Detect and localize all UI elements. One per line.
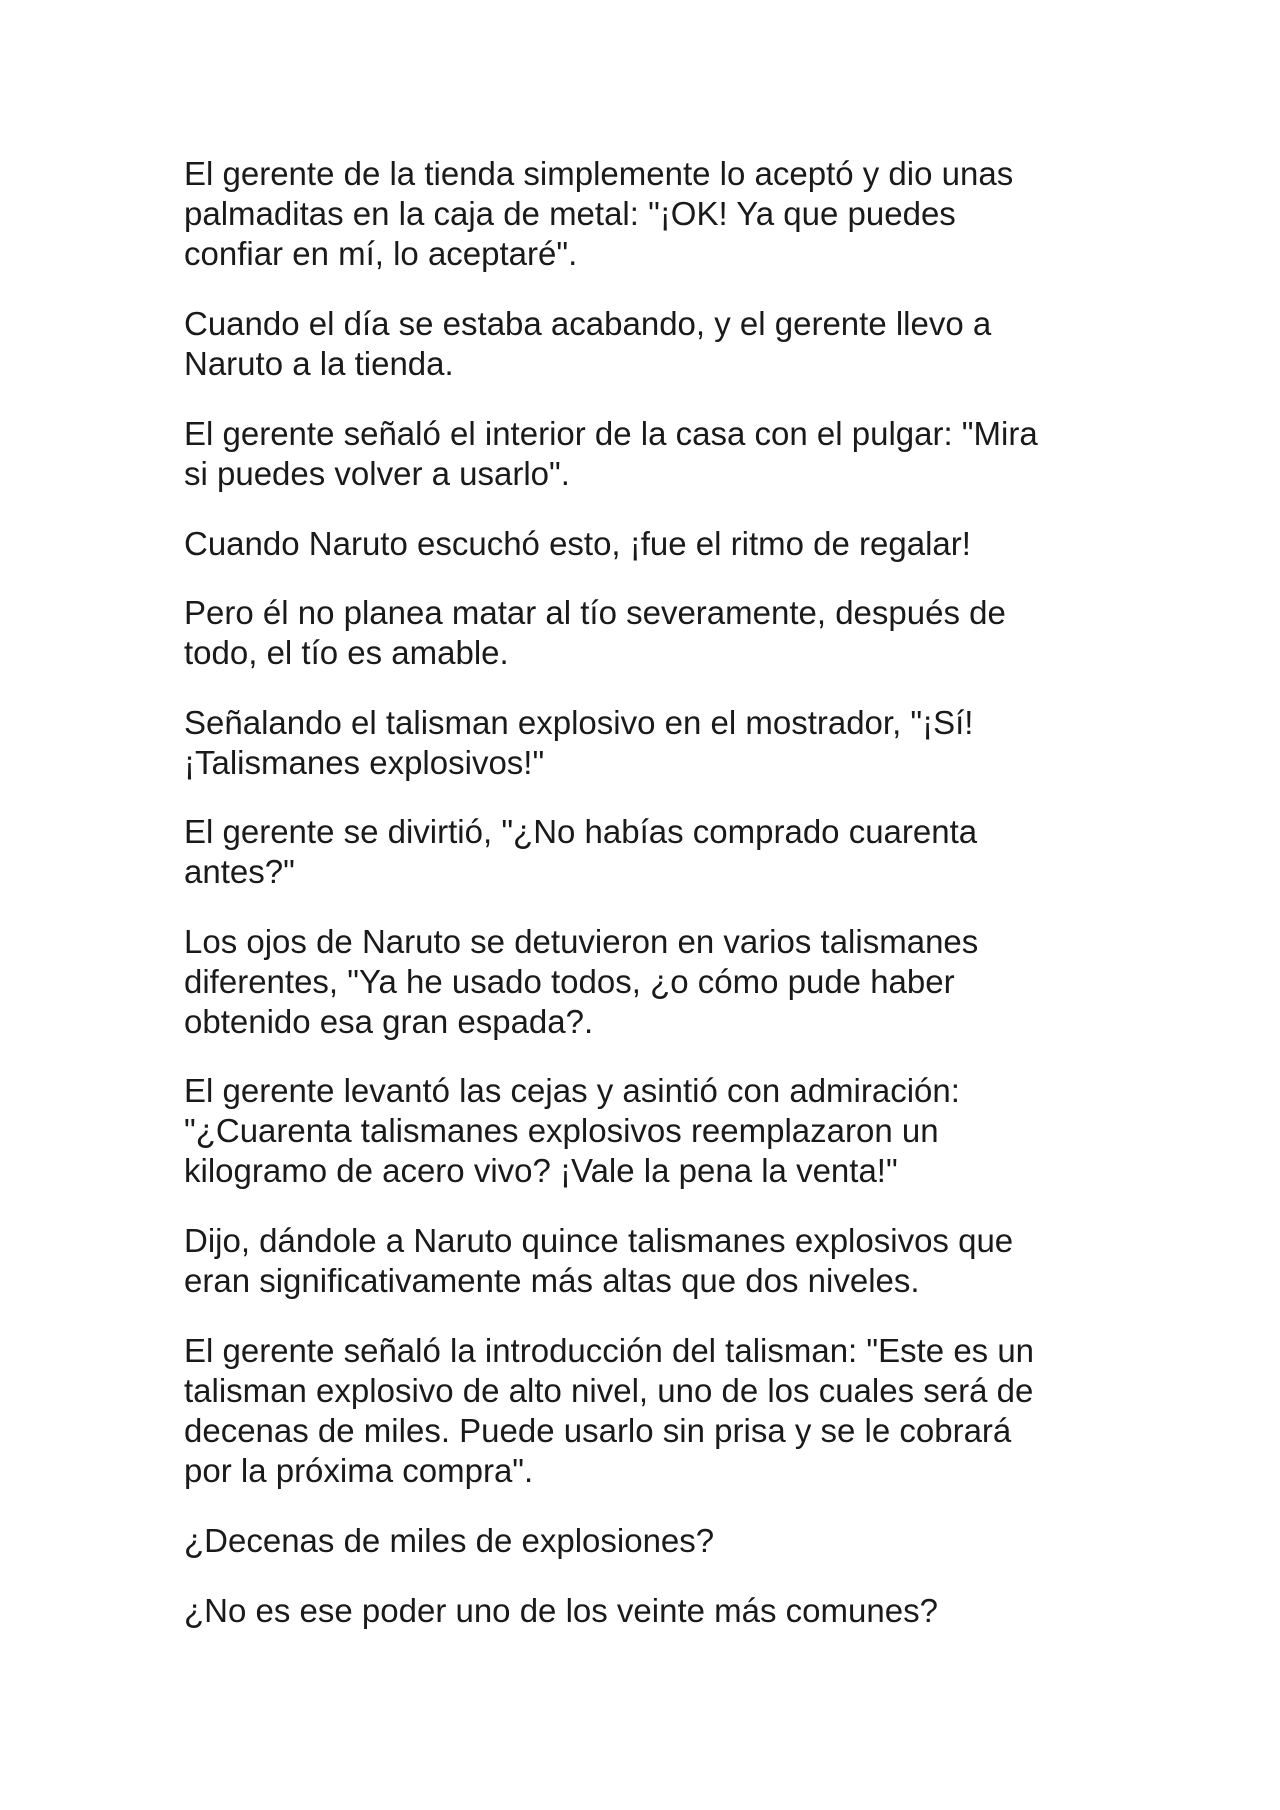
paragraph: El gerente levantó las cejas y asintió con admiración: "¿Cuarenta talismanes explosivos reemplazaron un kilogramo de acero vivo? ¡Vale la pena la venta!" [184, 1072, 960, 1189]
paragraph: Dijo, dándole a Naruto quince talismanes explosivos que eran significativamente más altas que dos niveles. [184, 1222, 1014, 1299]
paragraph: Cuando el día se estaba acabando, y el gerente llevo a Naruto a la tienda. [184, 305, 992, 382]
paragraph: Cuando Naruto escuchó esto, ¡fue el ritmo de regalar! [184, 525, 971, 562]
paragraph: Señalando el talisman explosivo en el mostrador, "¡Sí! ¡Talismanes explosivos!" [184, 704, 974, 781]
paragraph: ¿No es ese poder uno de los veinte más comunes? [184, 1592, 938, 1629]
text-body [184, 154, 1104, 1631]
paragraph: Pero él no planea matar al tío severamente, después de todo, el tío es amable. [184, 594, 1006, 671]
paragraph: El gerente señaló la introducción del talisman: "Este es un talisman explosivo de alto nivel, uno de los cuales será de decenas de miles. Puede usarlo sin prisa y se le cobrará por la próxima compra". [184, 1332, 1035, 1489]
paragraph: Los ojos de Naruto se detuvieron en varios talismanes diferentes, "Ya he usado todos, ¿o cómo pude haber obtenido esa gran espada?. [184, 923, 979, 1040]
paragraph: El gerente se divirtió, "¿No habías comprado cuarenta antes?" [184, 813, 978, 890]
paragraph: ¿Decenas de miles de explosiones? [184, 1522, 715, 1559]
paragraph: El gerente señaló el interior de la casa con el pulgar: "Mira si puedes volver a usarlo". [184, 415, 1038, 492]
paragraph: El gerente de la tienda simplemente lo aceptó y dio unas palmaditas en la caja de metal: "¡OK! Ya que puedes confiar en mí, lo aceptaré". [184, 155, 1014, 272]
